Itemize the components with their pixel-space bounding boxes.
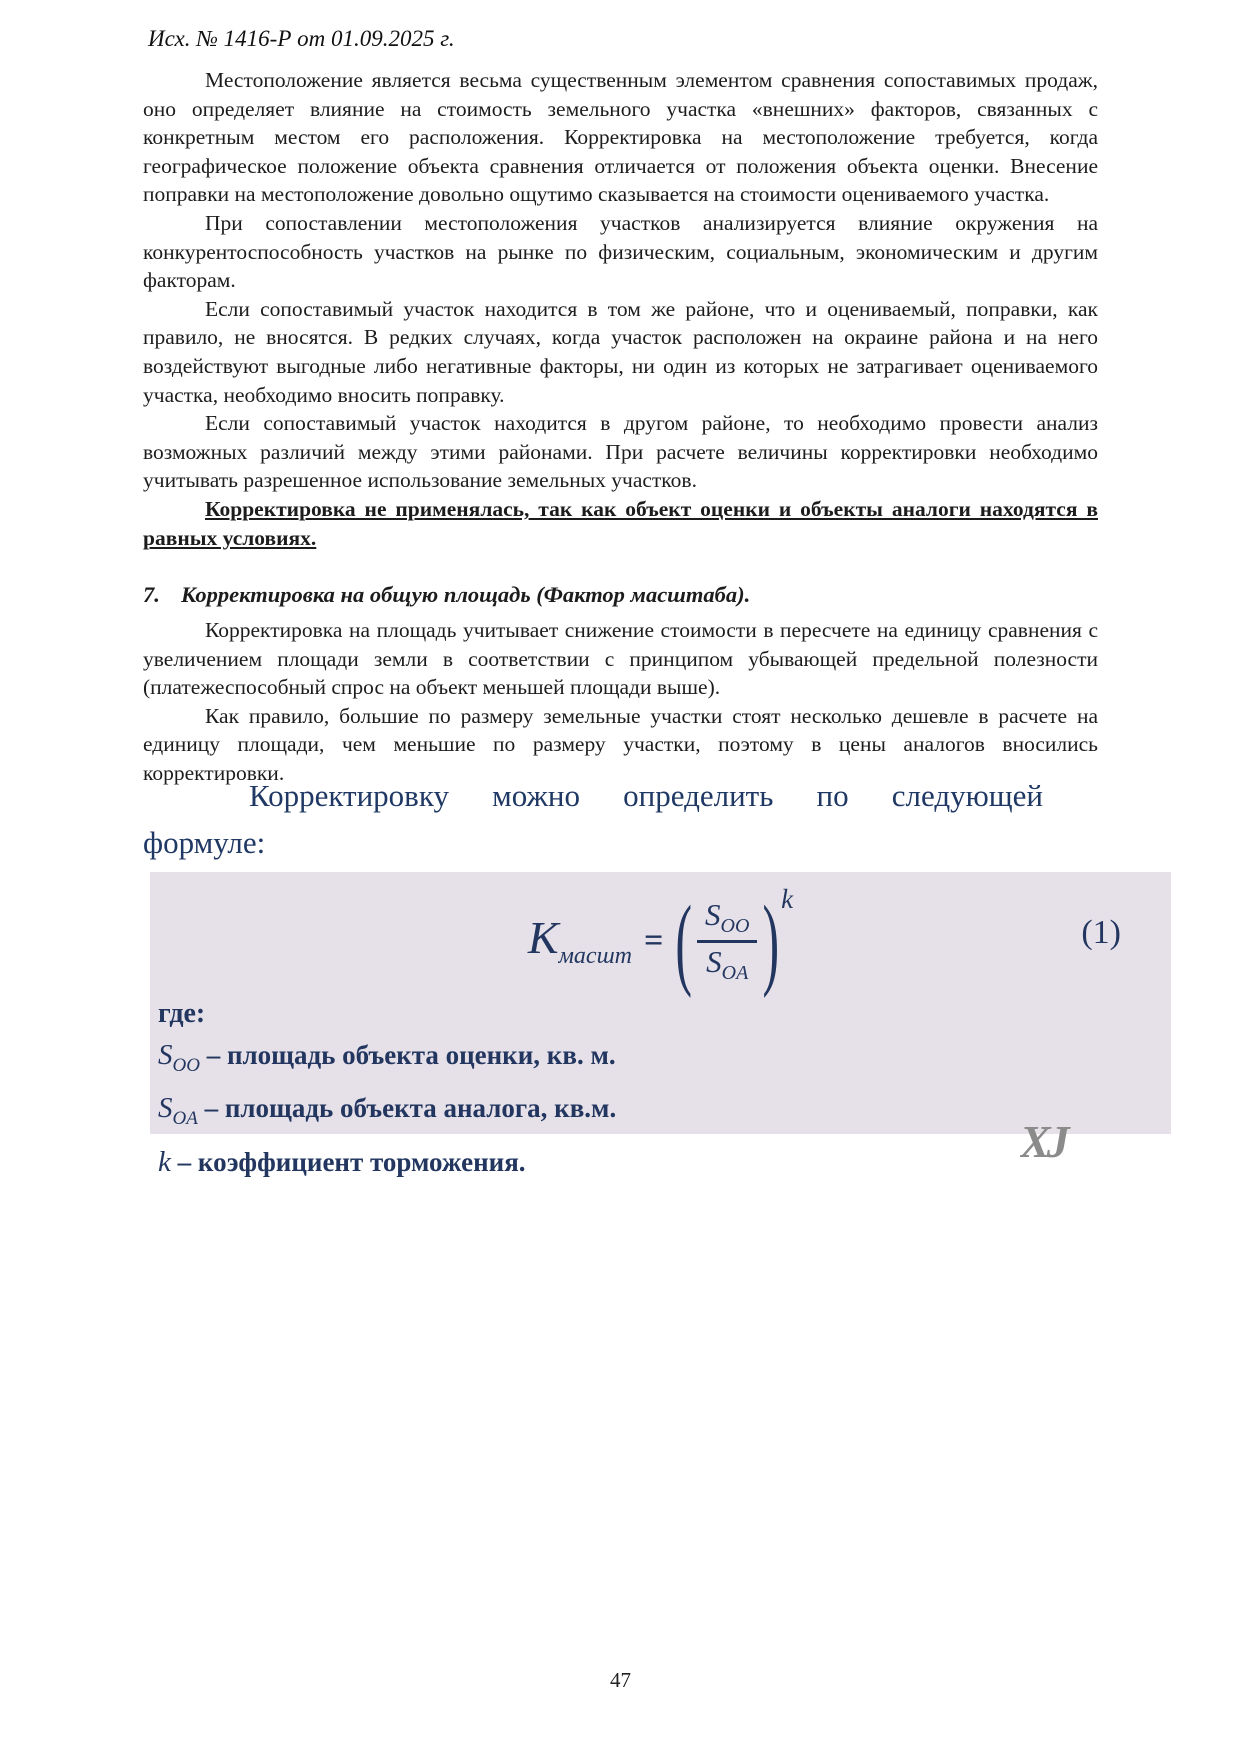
definition-soa [158,1087,1161,1140]
conclusion-statement: Корректировка не применялась, так как объект оценки и объекты аналоги находятся в равных условиях. [143,496,1098,550]
definition-soo [158,1034,1161,1087]
symbol-soo: $S_{OO}$ [158,1039,200,1076]
scale-factor-formula [158,882,1161,1000]
formula-exponent: k [781,883,794,914]
formula-fraction [697,896,757,985]
page-number: 47 [610,1668,631,1692]
definition-soo-text: – площадь объекта оценки, кв. м. [206,1040,616,1070]
fraction-numerator: $S_{OO}$ [697,896,757,942]
main-text-column [143,66,1098,788]
formula-intro-text: Корректировку можно определить по следующей формуле: [143,778,1043,860]
equals-sign: = [644,922,664,959]
symbol-k: k [158,1145,171,1178]
definition-k-text: – коэффициент торможения. [177,1146,526,1177]
cropped-stamp-fragment: ХЈ [1020,1122,1066,1158]
paragraph-location-4: Если сопоставимый участок находится в другом районе, то необходимо провести анализ возможных различий между этими районами. При расчете величины корректировки необходимо учитывать разрешенное использование земельных участков. [143,411,1098,493]
symbol-soa: $S_{OA}$ [158,1092,198,1130]
section-heading [143,580,1098,610]
paragraph-area-2: Как правило, большие по размеру земельные участки стоят несколько дешевле в расчете на единицу площади, чем меньшие по размеру участки, поэтому в цены аналогов вносились корректировки. [143,703,1098,786]
paragraph-location-2: При сопоставлении местоположения участков анализируется влияние окружения на конкурентоспособность участков на рынке по физическим, социальным, экономическим и другим факторам. [143,210,1098,293]
open-parenthesis: ( [675,883,693,999]
formula-lhs: $K_{масшт}$ [527,912,633,970]
equation-number: (1) [1081,914,1121,951]
where-label: где: [158,998,206,1029]
formula-figure [143,772,1178,1178]
paragraph-location-1: Местоположение является весьма существенным элементом сравнения сопоставимых продаж, оно определяет влияние на стоимость земельного участка «внешних» факторов, связанных с конкретным местом его расположения. Корректировка на местоположение требуется, когда географическое положение объекта сравнения отличается от положения объекта оценки. Внесение поправки на местоположение довольно ощутимо сказывается на стоимости оцениваемого участка. [143,68,1098,207]
fraction-denominator: $S_{OA}$ [706,943,749,984]
section-title: Корректировка на общую площадь (Фактор масштаба). [181,582,751,608]
definition-soa-text: – площадь объекта аналога, кв.м. [204,1093,617,1124]
close-parenthesis: ) [762,883,780,999]
document-reference: Исх. № 1416-Р от 01.09.2025 г. [148,26,455,51]
paragraph-area-1: Корректировка на площадь учитывает снижение стоимости в пересчете на единицу сравнения с увеличением площади земли в соответствии с принципом убывающей предельной полезности (платежеспособный спрос на объект меньшей площади выше). [143,618,1098,700]
definition-k [158,1141,1161,1194]
section-number: 7. [143,582,160,608]
paragraph-location-3: Если сопоставимый участок находится в том же районе, что и оцениваемый, поправки, как правило, не вносятся. В редких случаях, когда участок расположен на окраине района и на него воздействуют выгодные либо негативные факторы, ни один из которых не затрагивает оцениваемого участка, необходимо вносить поправку. [143,296,1098,407]
